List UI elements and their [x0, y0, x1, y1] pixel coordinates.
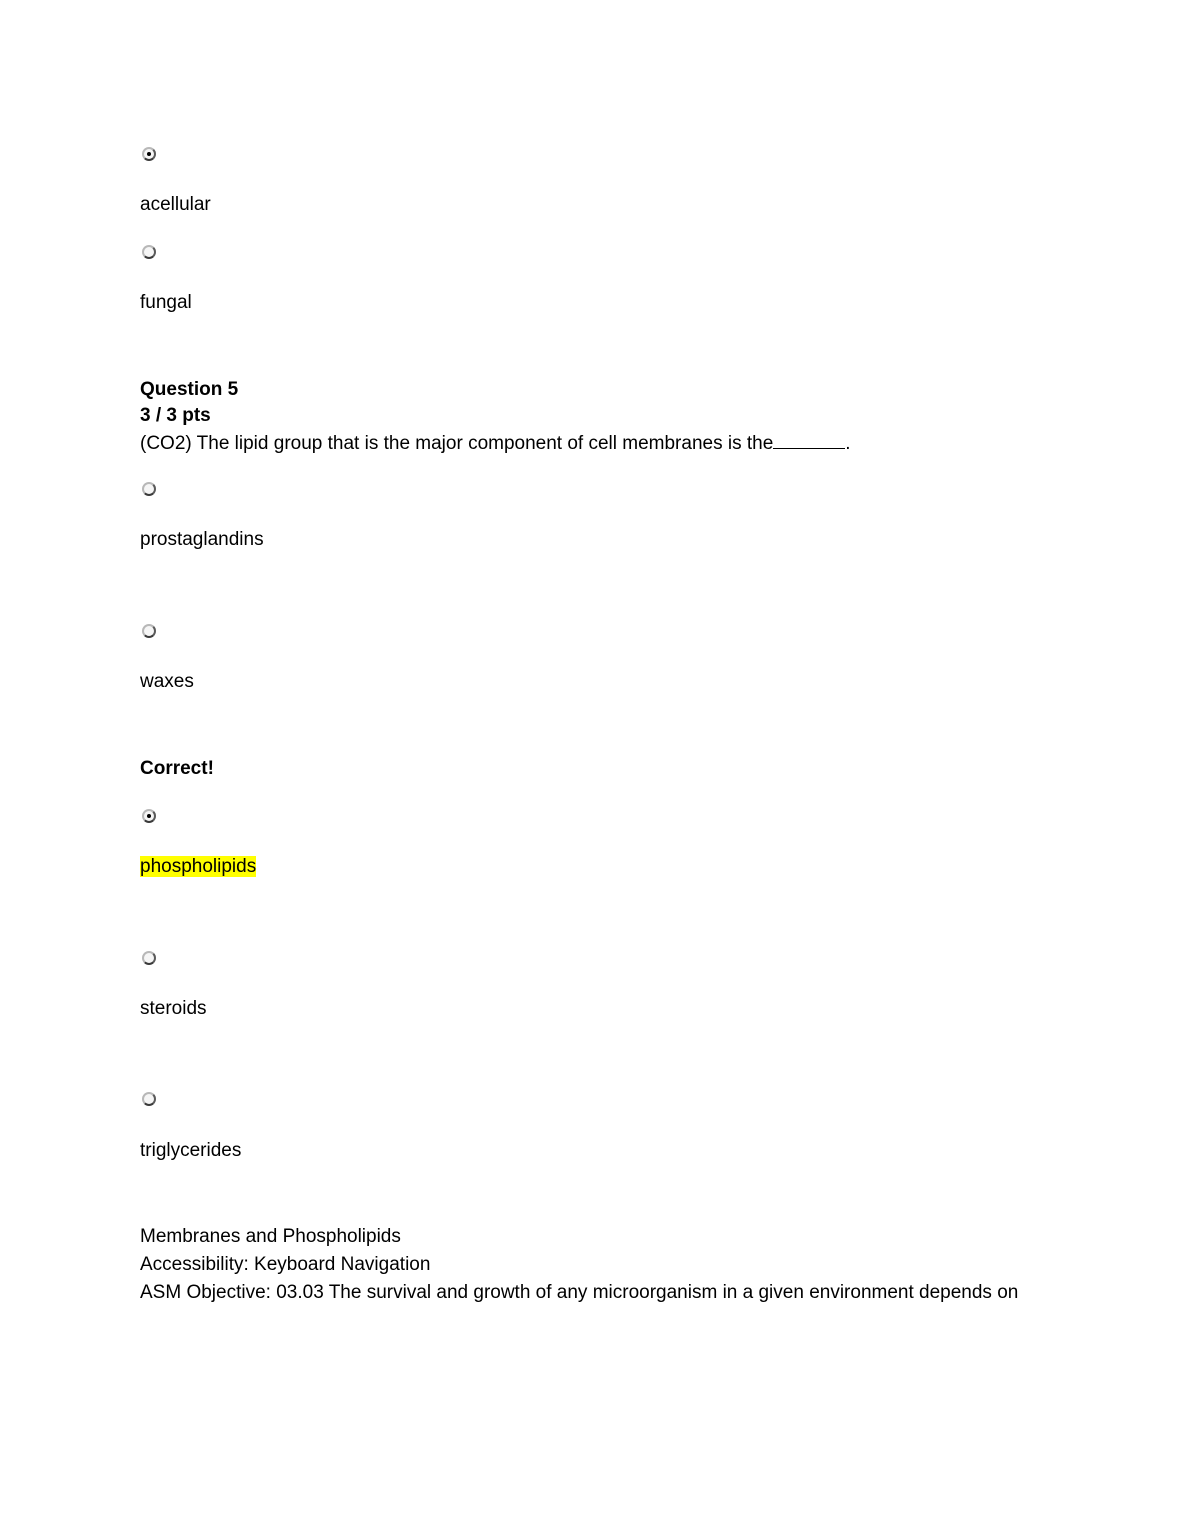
radio-button-phospholipids[interactable] — [142, 809, 156, 823]
option-label-steroids: steroids — [140, 998, 207, 1019]
answer-blank — [773, 430, 845, 449]
option-label-fungal: fungal — [140, 292, 192, 313]
question-prompt — [140, 430, 851, 456]
radio-selected-dot — [147, 814, 151, 818]
question-score: 3 / 3 pts — [140, 405, 211, 426]
option-label-acellular: acellular — [140, 194, 211, 215]
option-label-prostaglandins: prostaglandins — [140, 529, 264, 550]
radio-button-fungal[interactable] — [142, 245, 156, 259]
question-accessibility: Accessibility: Keyboard Navigation — [140, 1254, 431, 1275]
option-label-phospholipids — [140, 855, 256, 879]
question-prompt-text: (CO2) The lipid group that is the major component of cell membranes is the — [140, 433, 774, 454]
radio-button-steroids[interactable] — [142, 951, 156, 965]
question-title: Question 5 — [140, 379, 239, 400]
highlighted-answer: phospholipids — [140, 856, 257, 877]
question-topic: Membranes and Phospholipids — [140, 1226, 401, 1247]
question-asm-objective: ASM Objective: 03.03 The survival and growth of any microorganism in a given environment depends on — [140, 1282, 1019, 1303]
radio-button-waxes[interactable] — [142, 624, 156, 638]
question-prompt-end: . — [845, 433, 851, 454]
correct-indicator: Correct! — [140, 758, 214, 779]
option-label-triglycerides: triglycerides — [140, 1140, 242, 1161]
radio-button-prostaglandins[interactable] — [142, 482, 156, 496]
radio-selected-dot — [147, 152, 151, 156]
radio-button-acellular[interactable] — [142, 147, 156, 161]
radio-button-triglycerides[interactable] — [142, 1092, 156, 1106]
option-label-waxes: waxes — [140, 671, 194, 692]
